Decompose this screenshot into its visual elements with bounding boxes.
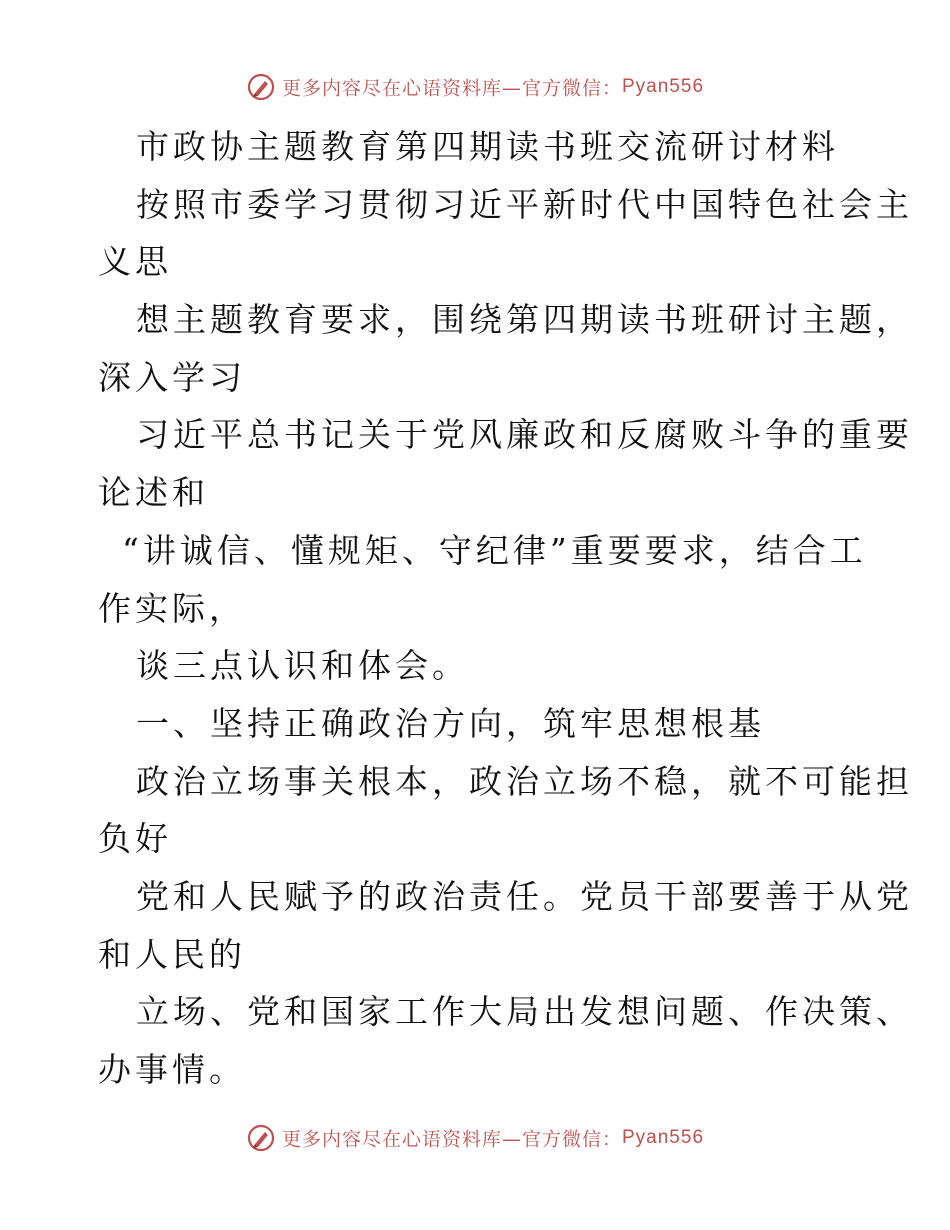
paragraph-line: 作实际， [98, 588, 246, 628]
footer-banner-wechat: Pyan556 [622, 1127, 705, 1148]
paragraph-line: 和人民的 [98, 934, 246, 974]
section-heading: 一、坚持正确政治方向，筑牢思想根基 [136, 703, 765, 743]
paragraph-line: 办事情。 [98, 1050, 246, 1089]
document-body [98, 118, 913, 1099]
pen-logo-icon [246, 1123, 276, 1153]
header-banner-wechat: Pyan556 [622, 76, 705, 97]
paragraph-line: 想主题教育要求，围绕第四期读书班研讨主题， [136, 300, 913, 340]
paragraph-line: 立场、党和国家工作大局出发想问题、作决策、 [136, 992, 913, 1032]
footer-banner-text: 更多内容尽在心语资料库—官方微信： [281, 1128, 622, 1151]
paragraph-line: 党和人民赋予的政治责任。党员干部要善于从党 [136, 876, 913, 916]
paragraph-line: 习近平总书记关于党风廉政和反腐败斗争的重要 [136, 415, 913, 455]
paragraph-line: 义思 [98, 242, 172, 282]
paragraph-line: 深入学习 [98, 357, 246, 397]
document-title: 市政协主题教育第四期读书班交流研讨材料 [136, 127, 839, 166]
paragraph-line: 负好 [98, 819, 172, 859]
paragraph-line: “讲诚信、懂规矩、守纪律”重要要求，结合工 [122, 530, 867, 570]
paragraph-line: 政治立场事关根本，政治立场不稳，就不可能担 [136, 761, 913, 801]
paragraph-line: 论述和 [98, 473, 209, 513]
paragraph-line: 按照市委学习贯彻习近平新时代中国特色社会主 [136, 184, 913, 224]
footer-banner [0, 1123, 950, 1153]
header-banner-text: 更多内容尽在心语资料库—官方微信： [281, 77, 622, 100]
pen-logo-icon [246, 72, 276, 102]
header-banner [0, 72, 950, 102]
paragraph-line: 谈三点认识和体会。 [136, 646, 469, 686]
